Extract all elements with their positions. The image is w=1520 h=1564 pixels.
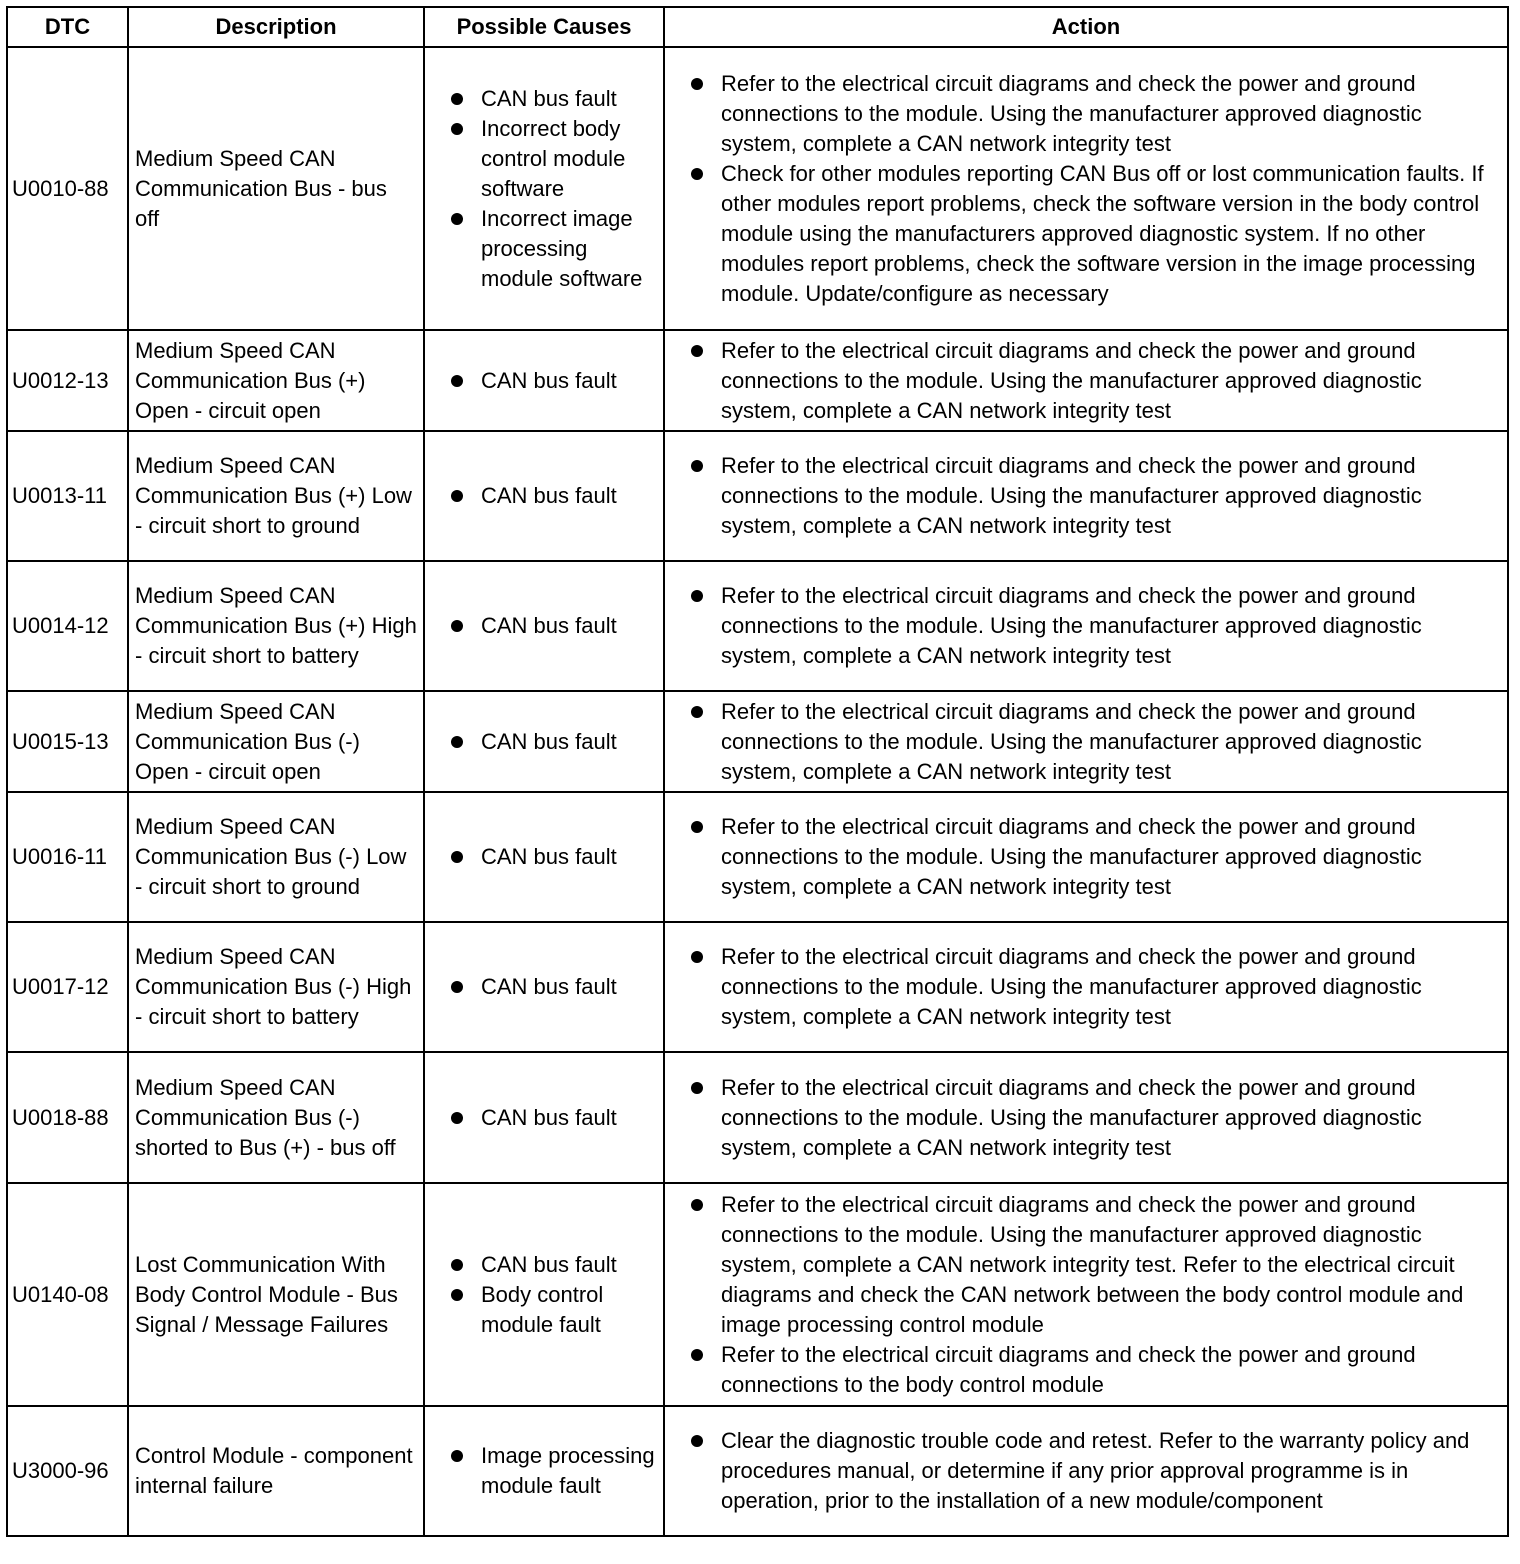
action-list — [671, 451, 1499, 541]
table-row — [7, 1052, 1508, 1183]
cause-item: CAN bus fault — [431, 611, 657, 641]
action-list — [671, 812, 1499, 902]
action-list — [671, 1073, 1499, 1163]
cause-item: Body control module fault — [431, 1280, 657, 1340]
possible-causes — [424, 1406, 664, 1536]
possible-causes — [424, 792, 664, 922]
action-item: Check for other modules reporting CAN Bus off or lost communication faults. If other modules report problems, check the software version in the body control module using the manufacturers approved diagnostic system. If no other modules report problems, check the software version in the image processing module. Update/configure as necessary — [671, 159, 1499, 309]
action — [664, 1406, 1508, 1536]
cause-item: CAN bus fault — [431, 481, 657, 511]
action-list — [671, 69, 1499, 309]
header-row — [7, 7, 1508, 47]
table-row — [7, 1406, 1508, 1536]
possible-causes — [424, 922, 664, 1052]
description: Medium Speed CAN Communication Bus - bus off — [128, 47, 424, 330]
action — [664, 561, 1508, 691]
description: Medium Speed CAN Communication Bus (+) Low - circuit short to ground — [128, 431, 424, 561]
cause-item: CAN bus fault — [431, 972, 657, 1002]
cause-list — [431, 1441, 657, 1501]
dtc-code: U0013-11 — [7, 431, 128, 561]
cause-item: CAN bus fault — [431, 1103, 657, 1133]
cause-item: CAN bus fault — [431, 84, 657, 114]
dtc-code: U0017-12 — [7, 922, 128, 1052]
cause-list — [431, 1250, 657, 1340]
cause-item: Incorrect body control module software — [431, 114, 657, 204]
cause-item: CAN bus fault — [431, 727, 657, 757]
dtc-code: U0012-13 — [7, 330, 128, 431]
action-item: Refer to the electrical circuit diagrams and check the power and ground connections to the module. Using the manufacturer approved diagnostic system, complete a CAN network integrity test — [671, 812, 1499, 902]
table-row — [7, 330, 1508, 431]
possible-causes — [424, 431, 664, 561]
action — [664, 1183, 1508, 1406]
table-row — [7, 922, 1508, 1052]
action-item: Refer to the electrical circuit diagrams and check the power and ground connections to the module. Using the manufacturer approved diagnostic system, complete a CAN network integrity test — [671, 942, 1499, 1032]
cause-list — [431, 366, 657, 396]
action — [664, 691, 1508, 792]
action-item: Refer to the electrical circuit diagrams and check the power and ground connections to the module. Using the manufacturer approved diagnostic system, complete a CAN network integrity test — [671, 451, 1499, 541]
description: Control Module - component internal failure — [128, 1406, 424, 1536]
table-row — [7, 792, 1508, 922]
action-list — [671, 697, 1499, 787]
action-list — [671, 581, 1499, 671]
dtc-code: U0140-08 — [7, 1183, 128, 1406]
action — [664, 330, 1508, 431]
header-dtc: DTC — [7, 7, 128, 47]
header-action: Action — [664, 7, 1508, 47]
cause-list — [431, 1103, 657, 1133]
cause-item: CAN bus fault — [431, 366, 657, 396]
description: Medium Speed CAN Communication Bus (-) Open - circuit open — [128, 691, 424, 792]
description: Medium Speed CAN Communication Bus (-) shorted to Bus (+) - bus off — [128, 1052, 424, 1183]
possible-causes — [424, 691, 664, 792]
action-list — [671, 942, 1499, 1032]
table-row — [7, 431, 1508, 561]
action-list — [671, 1190, 1499, 1400]
table-row — [7, 691, 1508, 792]
cause-item: Incorrect image processing module software — [431, 204, 657, 294]
action-item: Clear the diagnostic trouble code and retest. Refer to the warranty policy and procedures manual, or determine if any prior approval programme is in operation, prior to the installation of a new module/component — [671, 1426, 1499, 1516]
cause-item: Image processing module fault — [431, 1441, 657, 1501]
action-item: Refer to the electrical circuit diagrams and check the power and ground connections to the module. Using the manufacturer approved diagnostic system, complete a CAN network integrity test — [671, 581, 1499, 671]
dtc-table — [6, 6, 1509, 1537]
cause-item: CAN bus fault — [431, 1250, 657, 1280]
dtc-code: U0016-11 — [7, 792, 128, 922]
dtc-code: U0010-88 — [7, 47, 128, 330]
header-causes: Possible Causes — [424, 7, 664, 47]
cause-list — [431, 84, 657, 294]
action-item: Refer to the electrical circuit diagrams and check the power and ground connections to the module. Using the manufacturer approved diagnostic system, complete a CAN network integrity test — [671, 1073, 1499, 1163]
table-row — [7, 561, 1508, 691]
description: Medium Speed CAN Communication Bus (-) High - circuit short to battery — [128, 922, 424, 1052]
action-item: Refer to the electrical circuit diagrams and check the power and ground connections to the module. Using the manufacturer approved diagnostic system, complete a CAN network integrity test — [671, 697, 1499, 787]
cause-list — [431, 611, 657, 641]
cause-list — [431, 481, 657, 511]
description: Medium Speed CAN Communication Bus (-) Low - circuit short to ground — [128, 792, 424, 922]
action — [664, 47, 1508, 330]
action — [664, 922, 1508, 1052]
cause-list — [431, 842, 657, 872]
action — [664, 792, 1508, 922]
dtc-code: U0018-88 — [7, 1052, 128, 1183]
table-row — [7, 47, 1508, 330]
action-item: Refer to the electrical circuit diagrams and check the power and ground connections to the body control module — [671, 1340, 1499, 1400]
possible-causes — [424, 47, 664, 330]
action-list — [671, 1426, 1499, 1516]
table-row — [7, 1183, 1508, 1406]
dtc-code: U0015-13 — [7, 691, 128, 792]
cause-item: CAN bus fault — [431, 842, 657, 872]
cause-list — [431, 972, 657, 1002]
possible-causes — [424, 1183, 664, 1406]
action — [664, 1052, 1508, 1183]
possible-causes — [424, 330, 664, 431]
possible-causes — [424, 561, 664, 691]
possible-causes — [424, 1052, 664, 1183]
description: Lost Communication With Body Control Module - Bus Signal / Message Failures — [128, 1183, 424, 1406]
description: Medium Speed CAN Communication Bus (+) High - circuit short to battery — [128, 561, 424, 691]
cause-list — [431, 727, 657, 757]
header-description: Description — [128, 7, 424, 47]
dtc-code: U0014-12 — [7, 561, 128, 691]
action-item: Refer to the electrical circuit diagrams and check the power and ground connections to the module. Using the manufacturer approved diagnostic system, complete a CAN network integrity test — [671, 69, 1499, 159]
action-item: Refer to the electrical circuit diagrams and check the power and ground connections to the module. Using the manufacturer approved diagnostic system, complete a CAN network integrity test. Refer to the electrical circuit diagrams and check the CAN network between the body control module and image processing control module — [671, 1190, 1499, 1340]
dtc-code: U3000-96 — [7, 1406, 128, 1536]
description: Medium Speed CAN Communication Bus (+) Open - circuit open — [128, 330, 424, 431]
action-list — [671, 336, 1499, 426]
action-item: Refer to the electrical circuit diagrams and check the power and ground connections to the module. Using the manufacturer approved diagnostic system, complete a CAN network integrity test — [671, 336, 1499, 426]
action — [664, 431, 1508, 561]
